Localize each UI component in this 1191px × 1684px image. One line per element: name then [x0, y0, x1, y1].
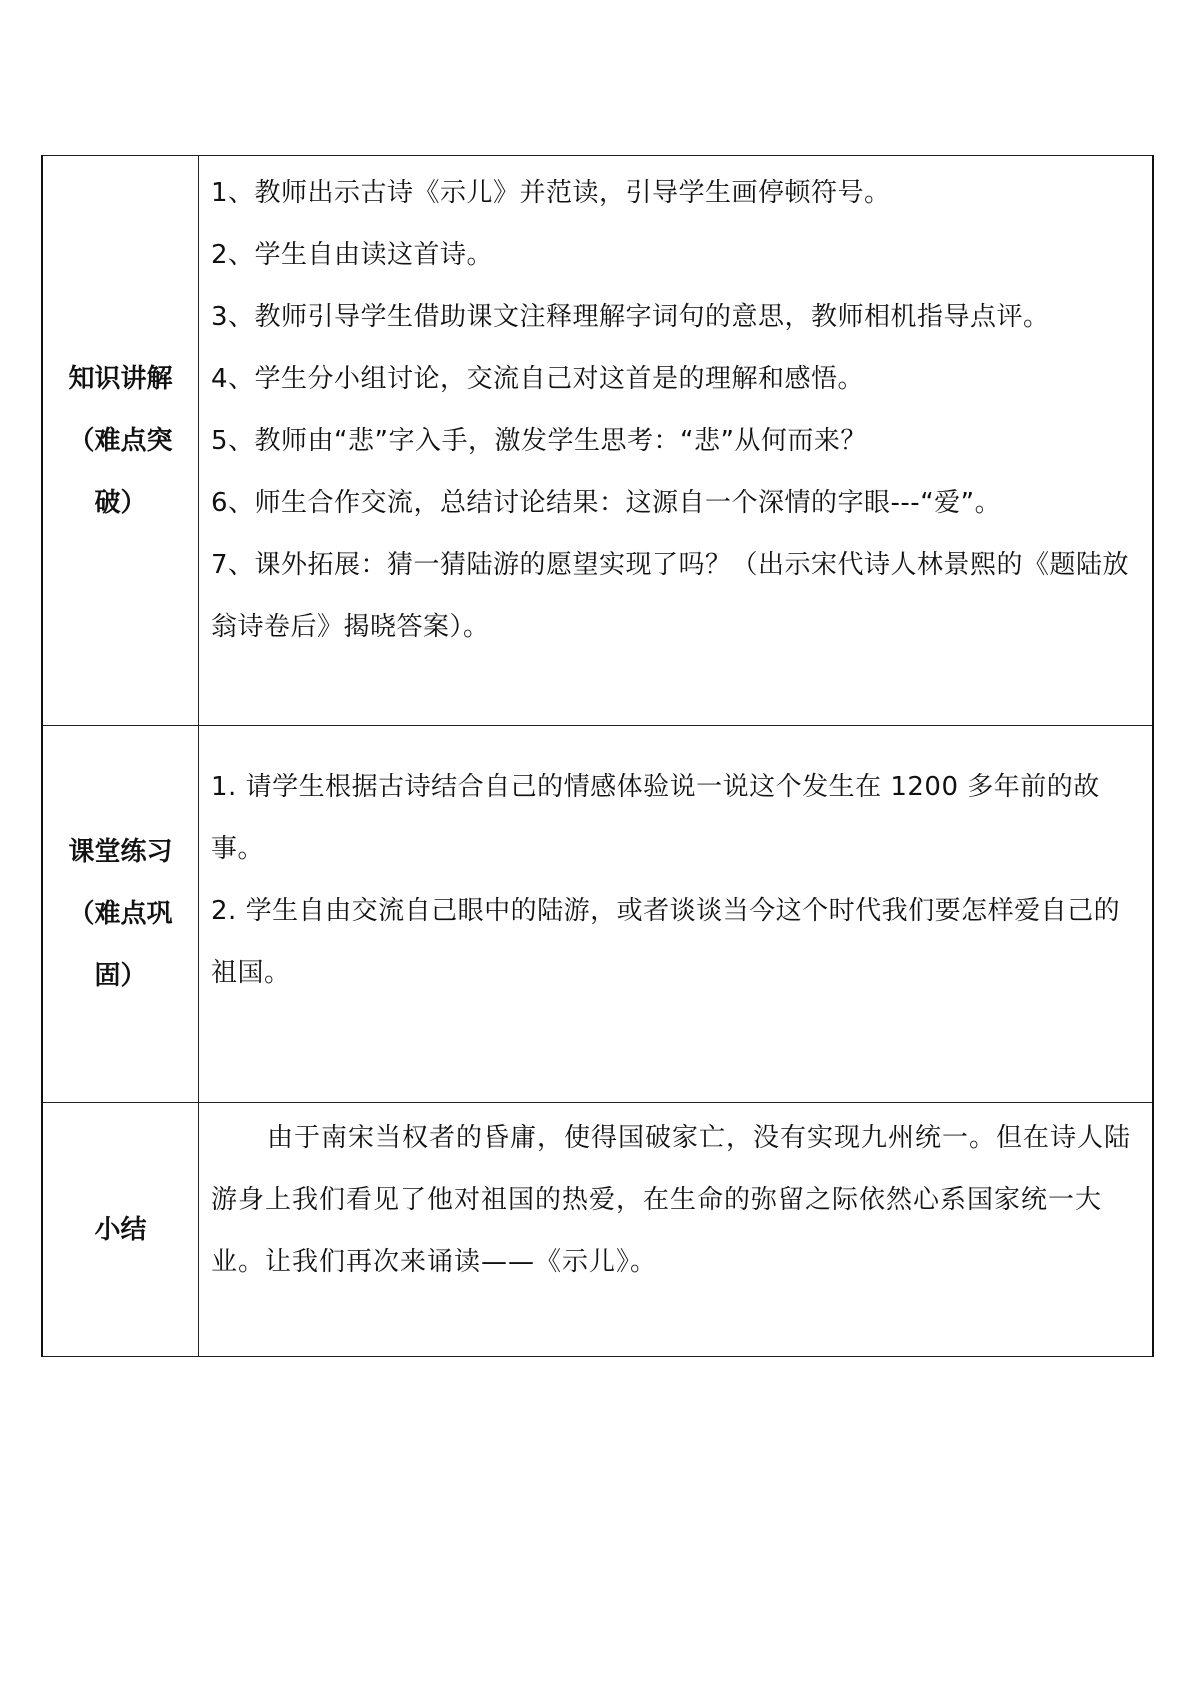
list-item: 3、教师引导学生借助课文注释理解字词句的意思，教师相机指导点评。 — [211, 302, 1050, 332]
row-content-cell — [199, 156, 1154, 726]
row-label-line: 课堂练习 — [68, 837, 173, 867]
row-label-line: 知识讲解 — [68, 363, 173, 394]
row-label-line: 固） — [94, 961, 147, 991]
row-label-line: 破） — [94, 487, 147, 518]
row-content-cell — [199, 726, 1154, 1103]
lesson-plan-table — [41, 155, 1154, 1357]
table-row-practice — [42, 726, 1153, 1103]
list-item: 1、教师出示古诗《示儿》并范读，引导学生画停顿符号。 — [211, 178, 891, 208]
row-label-cell — [42, 156, 199, 726]
table-row-summary — [42, 1103, 1153, 1357]
row-label-cell — [42, 1103, 199, 1357]
row-label-line: 小结 — [94, 1214, 147, 1245]
list-item: 2、学生自由读这首诗。 — [211, 240, 494, 270]
row-label-cell — [42, 726, 199, 1103]
list-item: 4、学生分小组讨论，交流自己对这首是的理解和感悟。 — [211, 364, 865, 394]
row-label — [43, 348, 198, 534]
list-item: 6、师生合作交流，总结讨论结果：这源自一个深情的字眼---“爱”。 — [211, 488, 1002, 518]
list-item: 1. 请学生根据古诗结合自己的情感体验说一说这个发生在 1200 多年前的故事。 — [211, 772, 1100, 864]
summary-paragraph: 由于南宋当权者的昏庸，使得国破家亡，没有实现九州统一。但在诗人陆游身上我们看见了他对祖国的热爱，在生命的弥留之际依然心系国家统一大业。让我们再次来诵读——《示儿》。 — [211, 1123, 1132, 1277]
list-item: 7、课外拓展：猜一猜陆游的愿望实现了吗？（出示宋代诗人林景熙的《题陆放翁诗卷后》揭晓答案）。 — [211, 550, 1130, 642]
list-item: 5、教师由“悲”字入手，激发学生思考：“悲”从何而来？ — [211, 426, 867, 456]
row-label — [43, 821, 198, 1007]
table-row-knowledge — [42, 156, 1153, 726]
list-item: 2. 学生自由交流自己眼中的陆游，或者谈谈当今这个时代我们要怎样爱自己的祖国。 — [211, 896, 1121, 988]
row-content-cell — [199, 1103, 1154, 1357]
row-label — [43, 1199, 198, 1261]
row-label-line: （难点巩 — [68, 899, 173, 929]
row-label-line: （难点突 — [68, 425, 173, 456]
